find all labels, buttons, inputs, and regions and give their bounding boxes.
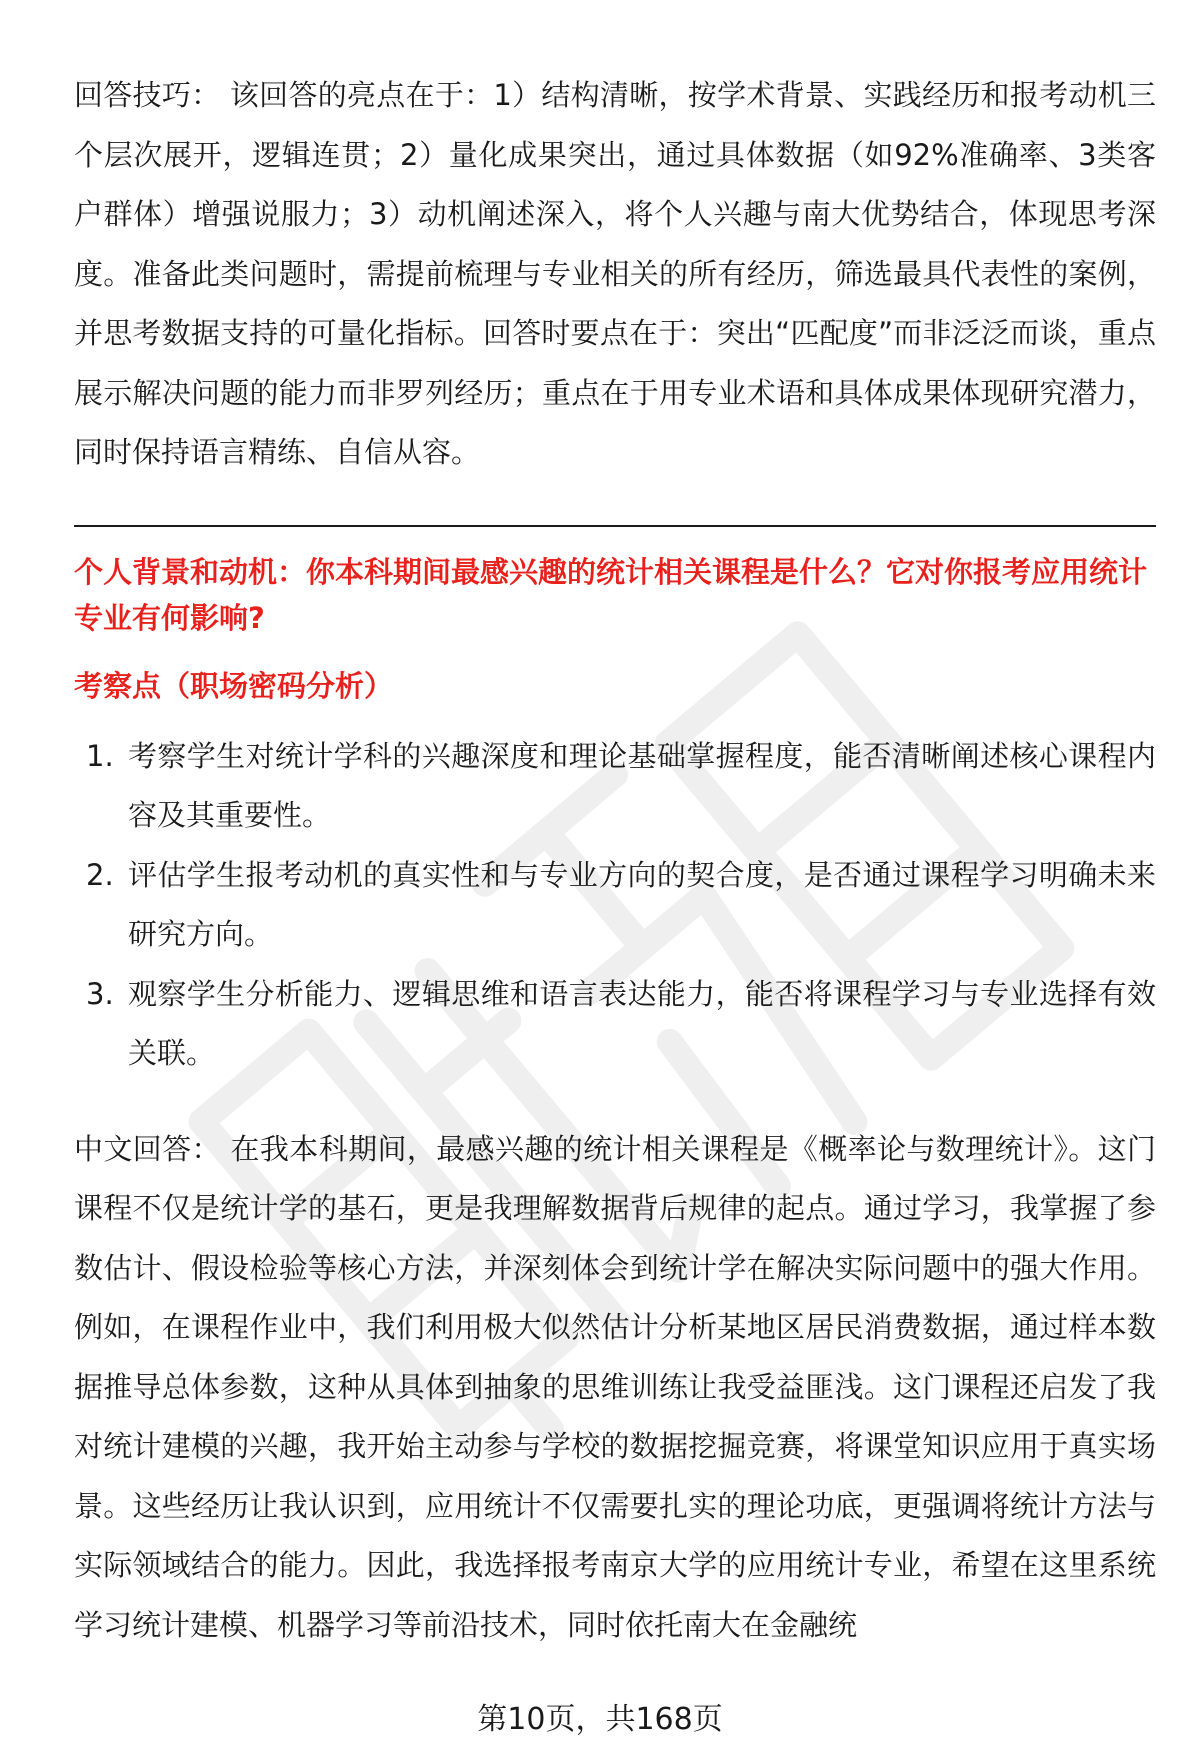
chinese-answer-paragraph: 中文回答： 在我本科期间，最感兴趣的统计相关课程是《概率论与数理统计》。这门课程不仅是统计学的基石，更是我理解数据背后规律的起点。通过学习，我掌握了参数估计、假设检验等核心方法，并深刻体会到统计学在解决实际问题中的强大作用。例如，在课程作业中，我们利用极大似然估计分析某地区居民消费数据，通过样本数据推导总体参数，这种从具体到抽象的思维训练让我受益匪浅。这门课程还启发了我对统计建模的兴趣，我开始主动参与学校的数据挖掘竞赛，将课堂知识应用于真实场景。这些经历让我认识到，应用统计不仅需要扎实的理论功底，更强调将统计方法与实际领域结合的能力。因此，我选择报考南京大学的应用统计专业，希望在这里系统学习统计建模、机器学习等前沿技术，同时依托南大在金融统 — [74, 1131, 1156, 1642]
list-item-text: 考察学生对统计学科的兴趣深度和理论基础掌握程度，能否清晰阐述核心课程内容及其重要性。 — [128, 738, 1156, 832]
focus-list-item — [74, 727, 1156, 846]
focus-list-item — [74, 846, 1156, 965]
page-content — [74, 66, 1156, 1655]
section-divider — [74, 525, 1156, 527]
answer-tips-paragraph: 回答技巧： 该回答的亮点在于：1）结构清晰，按学术背景、实践经历和报考动机三个层次展开，逻辑连贯；2）量化成果突出，通过具体数据（如92%准确率、3类客户群体）增强说服力；3）动机阐述深入，将个人兴趣与南大优势结合，体现思考深度。准备此类问题时，需提前梳理与专业相关的所有经历，筛选最具代表性的案例，并思考数据支持的可量化指标。回答时要点在于：突出“匹配度”而非泛泛而谈，重点展示解决问题的能力而非罗列经历；重点在于用专业术语和具体成果体现研究潜力，同时保持语言精练、自信从容。 — [74, 78, 1156, 469]
focus-heading: 考察点（职场密码分析） — [74, 668, 394, 703]
list-number: 2. — [86, 857, 114, 892]
focus-list — [74, 727, 1156, 1084]
list-item-text: 评估学生报考动机的真实性和与专业方向的契合度，是否通过课程学习明确未来研究方向。 — [128, 857, 1156, 951]
list-number: 1. — [86, 738, 114, 773]
list-number: 3. — [86, 976, 114, 1011]
list-item-text: 观察学生分析能力、逻辑思维和语言表达能力，能否将课程学习与专业选择有效关联。 — [128, 976, 1156, 1070]
page-footer: 第10页，共168页 — [477, 1702, 723, 1737]
focus-list-item — [74, 965, 1156, 1084]
question-heading: 个人背景和动机：你本科期间最感兴趣的统计相关课程是什么？它对你报考应用统计专业有何影响? — [74, 554, 1148, 635]
